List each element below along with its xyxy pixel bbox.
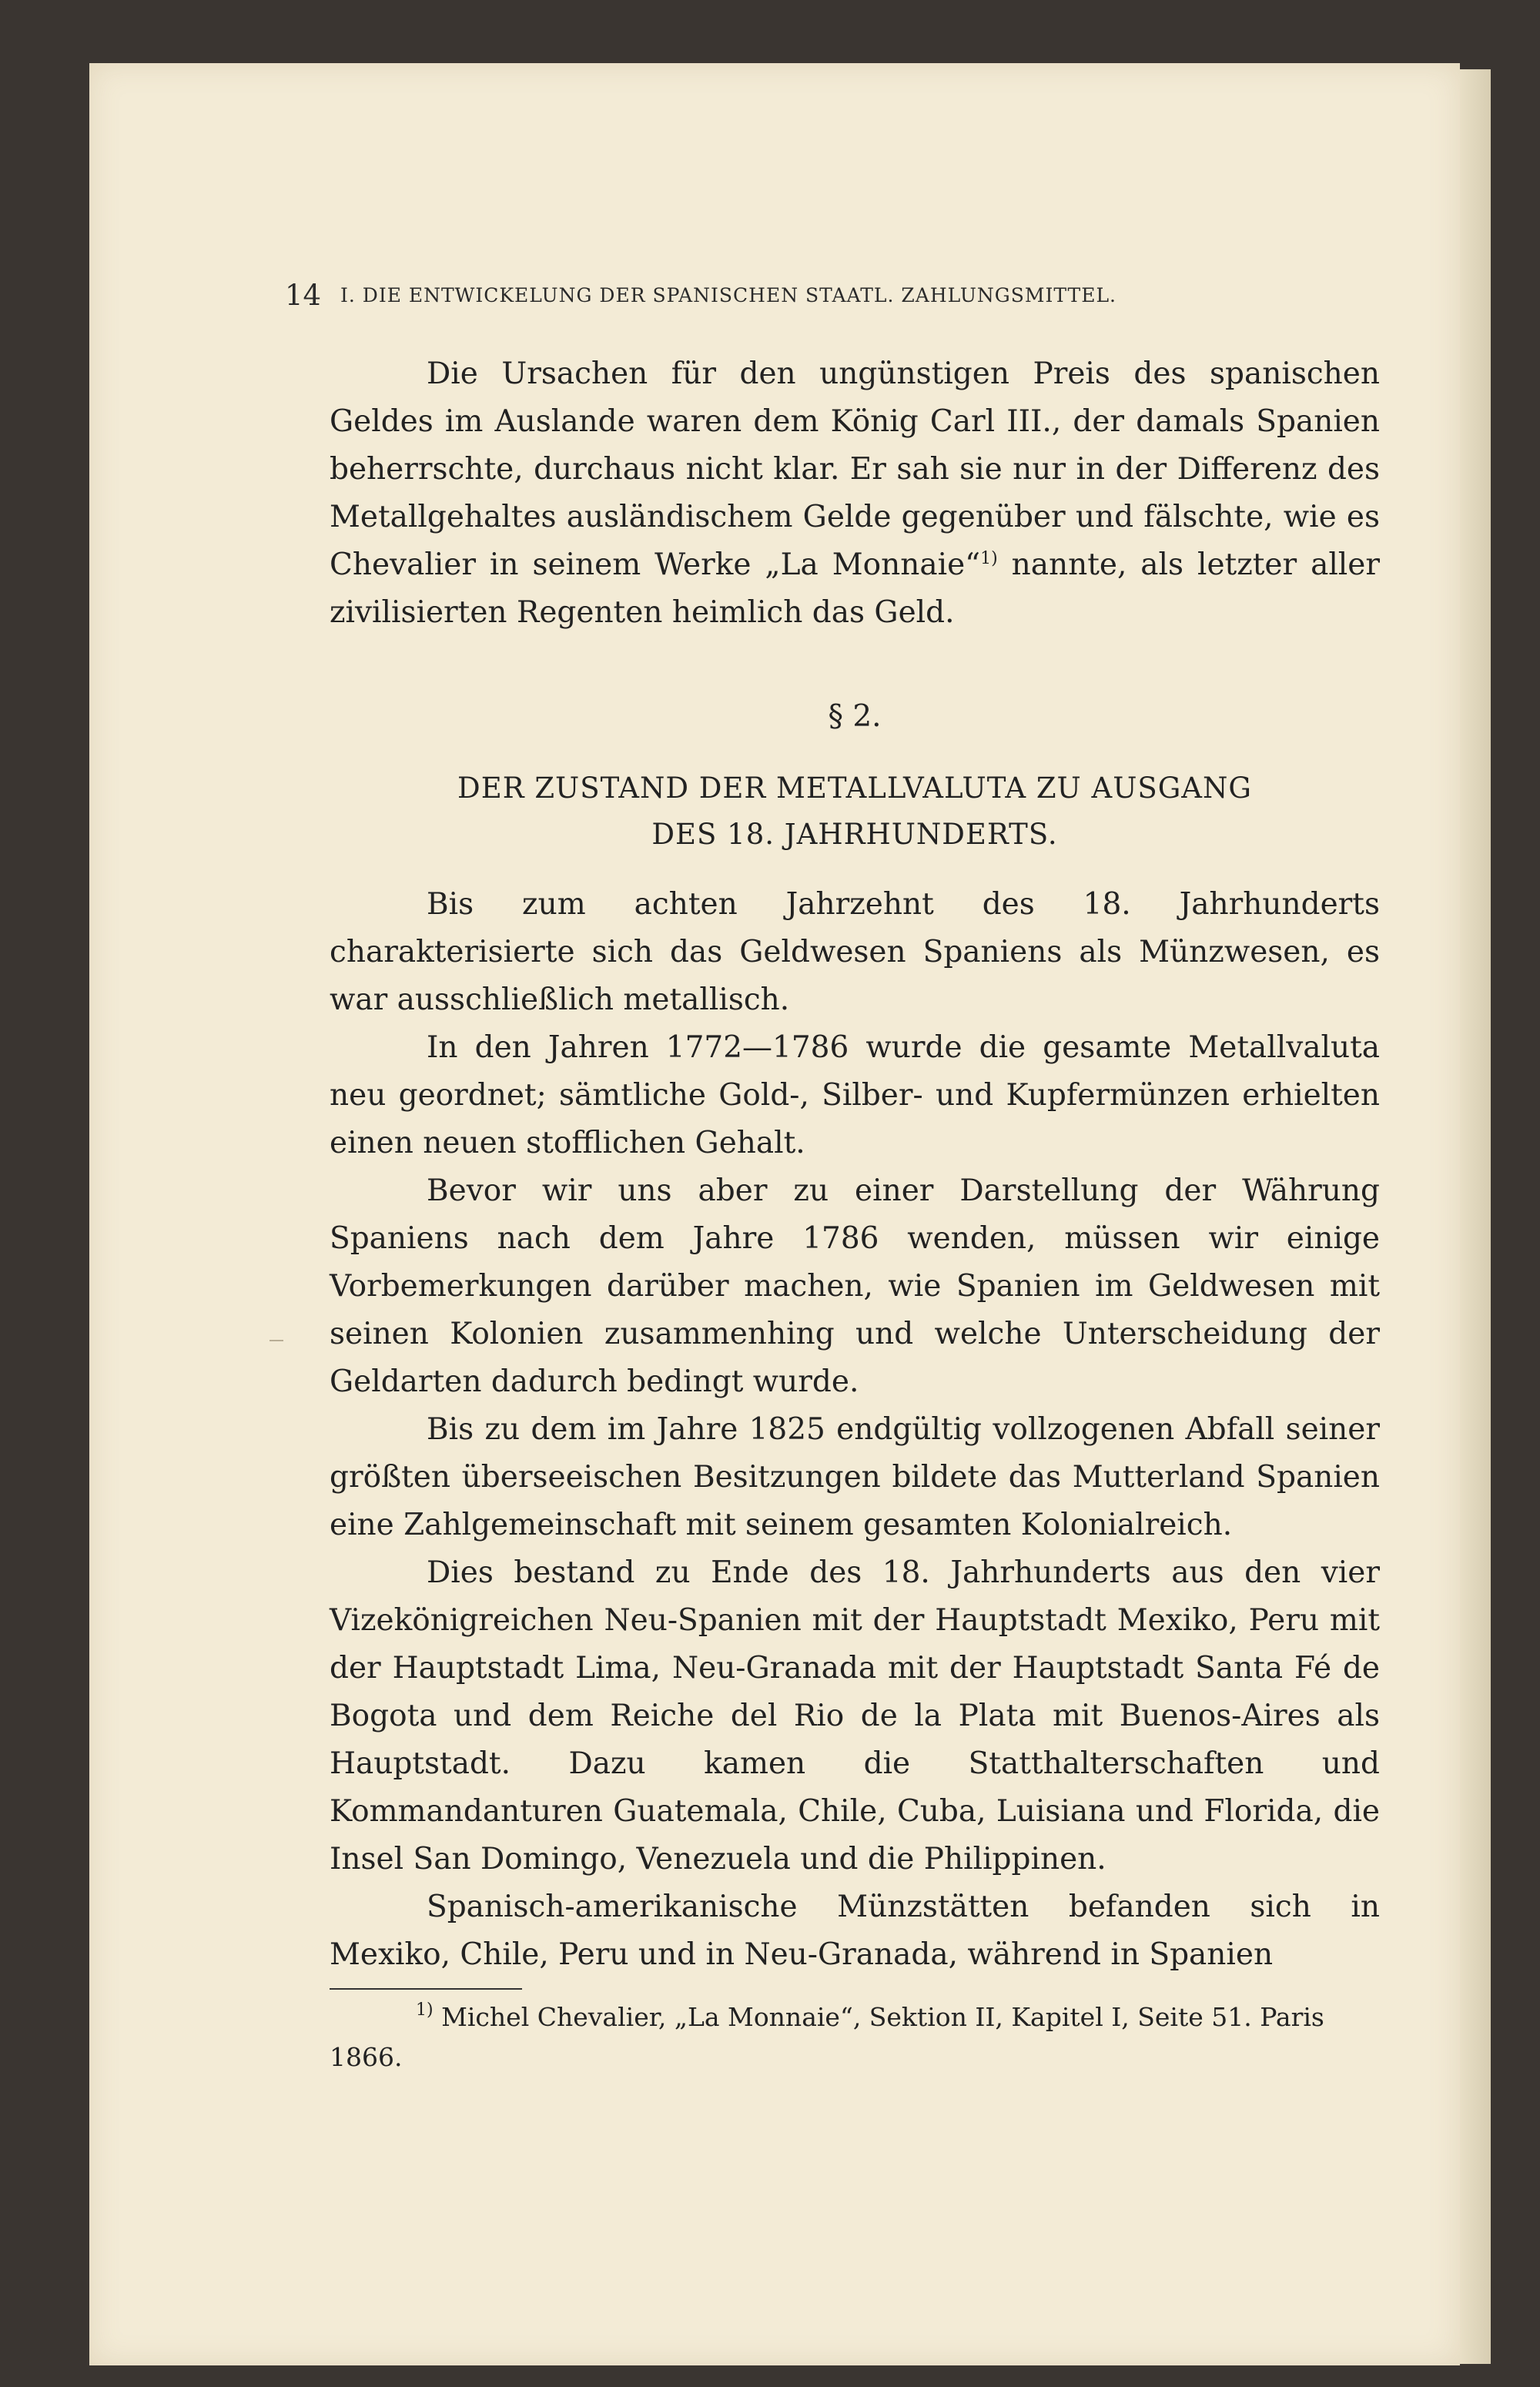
paragraph: Dies bestand zu Ende des 18. Jahrhunderts aus den vier Vizekönigreichen Neu-Spanien mit der Hauptstadt Mexiko, Peru mit der Hauptstadt Lima, Neu-Granada mit der Hauptstadt Santa Fé de Bogota und dem Reiche del Rio de la Plata mit Buenos-Aires als Hauptstadt. Dazu kamen die Statthalterschaften und Kommandanturen Guatemala, Chile, Cuba, Luisiana und Florida, die Insel San Domingo, Venezuela und die Philippinen. bbox=[330, 1555, 1380, 1876]
section-title bbox=[330, 765, 1380, 858]
section-body bbox=[330, 881, 1380, 1979]
margin-mark bbox=[270, 1340, 283, 1341]
running-head bbox=[285, 279, 1386, 312]
note-marker[interactable]: 1) bbox=[980, 549, 998, 568]
paragraph: In den Jahren 1772—1786 wurde die gesamte Metallvaluta neu geordnet; sämtliche Gold-, Silber- und Kupfermünzen erhielten einen neuen stofflichen Gehalt. bbox=[330, 1030, 1380, 1160]
footnote-rule bbox=[330, 1988, 522, 1990]
paragraph: Spanisch-amerikanische Münzstätten befanden sich in Mexiko, Chile, Peru und in Neu-Granada, während in Spanien bbox=[330, 1890, 1380, 1972]
intro-paragraph bbox=[330, 350, 1380, 637]
section-number: § 2. bbox=[828, 699, 882, 734]
section-title-line1: DER ZUSTAND DER METALLVALUTA ZU AUSGANG bbox=[457, 772, 1252, 805]
paragraph: Bis zu dem im Jahre 1825 endgültig vollzogenen Abfall seiner größten überseeischen Besitzungen bildete das Mutterland Spanien eine Zahlgemeinschaft mit seinem gesamten Kolonialreich. bbox=[330, 1412, 1380, 1542]
footnote-text: Michel Chevalier, „La Monnaie“, Sektion II, Kapitel I, Seite 51. Paris 1866. bbox=[330, 2002, 1324, 2072]
paragraph: Bevor wir uns aber zu einer Darstellung der Währung Spaniens nach dem Jahre 1786 wenden, müssen wir einige Vorbemerkungen darüber machen, wie Spanien im Geldwesen mit seinen Kolonien zusammenhing und welche Unterscheidung der Geldarten dadurch bedingt wurde. bbox=[330, 1173, 1380, 1399]
footnote bbox=[330, 1997, 1380, 2077]
footnote-marker: 1) bbox=[416, 2000, 434, 2020]
page-edge bbox=[1460, 69, 1491, 2364]
intro-text-before-note: Die Ursachen für den ungünstigen Preis des spanischen Geldes im Auslande waren dem König Carl III., der damals Spanien beherrschte, durchaus nicht klar. Er sah sie nur in der Differenz des Metallgehaltes ausländischem Gelde gegenüber und fälschte, wie es Chevalier in seinem Werke „La Monnaie“ bbox=[330, 357, 1380, 582]
section-title-line2: DES 18. JAHRHUNDERTS. bbox=[651, 818, 1058, 851]
page-number: 14 bbox=[285, 279, 322, 312]
paragraph: Bis zum achten Jahrzehnt des 18. Jahrhunderts charakterisierte sich das Geldwesen Spaniens als Münzwesen, es war ausschließlich metallisch. bbox=[330, 887, 1380, 1017]
intro-text-after-note: nannte, als letzter aller zivilisierten Regenten heimlich das Geld. bbox=[330, 547, 1381, 630]
running-title: I. DIE ENTWICKELUNG DER SPANISCHEN STAATL. ZAHLUNGSMITTEL. bbox=[340, 284, 1116, 306]
